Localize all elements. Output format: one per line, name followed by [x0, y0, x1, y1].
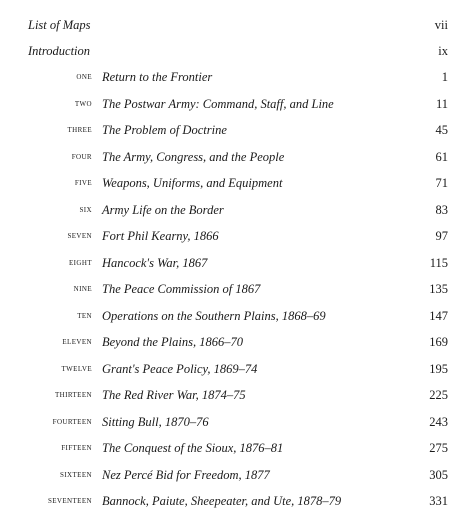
- chapter-title: Operations on the Southern Plains, 1868–69: [102, 308, 326, 323]
- chapter-title: Return to the Frontier: [102, 70, 213, 84]
- toc-chapter-entry: [0, 253, 448, 273]
- chapter-title: The Army, Congress, and the People: [102, 149, 285, 164]
- toc-chapter-entry: [0, 465, 448, 485]
- chapter-page: 83: [435, 202, 448, 217]
- toc-entry-title: List of Maps: [28, 18, 91, 32]
- chapter-number: one: [76, 71, 92, 82]
- chapter-page: 331: [429, 494, 448, 508]
- chapter-title: The Postwar Army: Command, Staff, and Line: [102, 96, 334, 111]
- toc-chapter-entry: [0, 120, 448, 140]
- toc-chapter-entry: [0, 94, 448, 114]
- chapter-number: eleven: [62, 336, 92, 347]
- chapter-number: sixteen: [60, 468, 92, 480]
- toc-chapter-entry: [0, 332, 448, 352]
- toc-chapter-entry: [0, 67, 448, 87]
- chapter-page: 147: [429, 308, 448, 323]
- chapter-number: nine: [73, 283, 92, 294]
- chapter-number: three: [67, 124, 92, 135]
- chapter-page: 195: [429, 361, 448, 376]
- chapter-title: Beyond the Plains, 1866–70: [102, 335, 243, 349]
- chapter-number: eight: [69, 256, 92, 268]
- chapter-page: 115: [429, 255, 448, 270]
- toc-chapter-entry: [0, 173, 448, 193]
- chapter-number: fifteen: [61, 442, 92, 453]
- toc-chapter-entry: [0, 438, 448, 458]
- chapter-title: Sitting Bull, 1870–76: [102, 414, 209, 429]
- chapter-number: ten: [77, 309, 92, 321]
- toc-front-matter-item: [28, 15, 448, 35]
- toc-chapter-entry: [0, 359, 448, 379]
- chapter-number: seven: [67, 230, 92, 241]
- toc-chapter-entry: [0, 147, 448, 167]
- chapter-title: Hancock's War, 1867: [102, 255, 208, 270]
- chapter-page: 225: [429, 388, 448, 402]
- chapter-title: Army Life on the Border: [102, 202, 224, 217]
- chapter-number: twelve: [61, 362, 92, 374]
- chapter-title: Grant's Peace Policy, 1869–74: [102, 361, 258, 376]
- chapter-page: 305: [429, 467, 448, 482]
- chapter-title: Weapons, Uniforms, and Equipment: [102, 176, 283, 190]
- toc-entry-title: Introduction: [28, 44, 91, 58]
- chapter-page: 61: [435, 149, 448, 164]
- chapter-title: The Problem of Doctrine: [102, 123, 227, 137]
- chapter-number: six: [79, 203, 92, 215]
- chapter-title: The Red River War, 1874–75: [102, 388, 246, 402]
- toc-chapter-entry: [0, 491, 448, 511]
- toc-chapter-entry: [0, 226, 448, 246]
- chapter-number: two: [74, 97, 92, 109]
- chapter-number: five: [74, 177, 92, 188]
- chapter-number: seventeen: [47, 495, 92, 506]
- chapter-title: Bannock, Paiute, Sheepeater, and Ute, 1878–79: [102, 494, 342, 508]
- toc-entry-page: vii: [434, 18, 448, 32]
- toc-chapter-entry: [0, 385, 448, 405]
- chapter-title: The Peace Commission of 1867: [102, 282, 261, 296]
- chapter-page: 11: [435, 96, 448, 111]
- chapter-page: 169: [429, 335, 448, 349]
- toc-chapter-entry: [0, 279, 448, 299]
- chapter-page: 45: [435, 123, 448, 137]
- chapter-page: 1: [441, 70, 448, 84]
- chapter-page: 71: [435, 176, 448, 190]
- chapter-page: 243: [429, 414, 448, 429]
- chapter-title: Nez Percé Bid for Freedom, 1877: [102, 467, 270, 482]
- chapter-page: 97: [435, 229, 448, 243]
- chapter-number: four: [71, 150, 92, 162]
- chapter-title: Fort Phil Kearny, 1866: [102, 229, 219, 243]
- toc-chapter-entry: [0, 200, 448, 220]
- chapter-number: thirteen: [55, 389, 92, 400]
- chapter-number: fourteen: [52, 415, 92, 427]
- chapter-title: The Conquest of the Sioux, 1876–81: [102, 441, 284, 455]
- chapter-page: 275: [429, 441, 448, 455]
- toc-chapter-entry: [0, 412, 448, 432]
- toc-entry-page: ix: [438, 44, 448, 58]
- chapter-page: 135: [429, 282, 448, 296]
- toc-chapter-entry: [0, 306, 448, 326]
- toc-front-matter-item: [28, 41, 448, 61]
